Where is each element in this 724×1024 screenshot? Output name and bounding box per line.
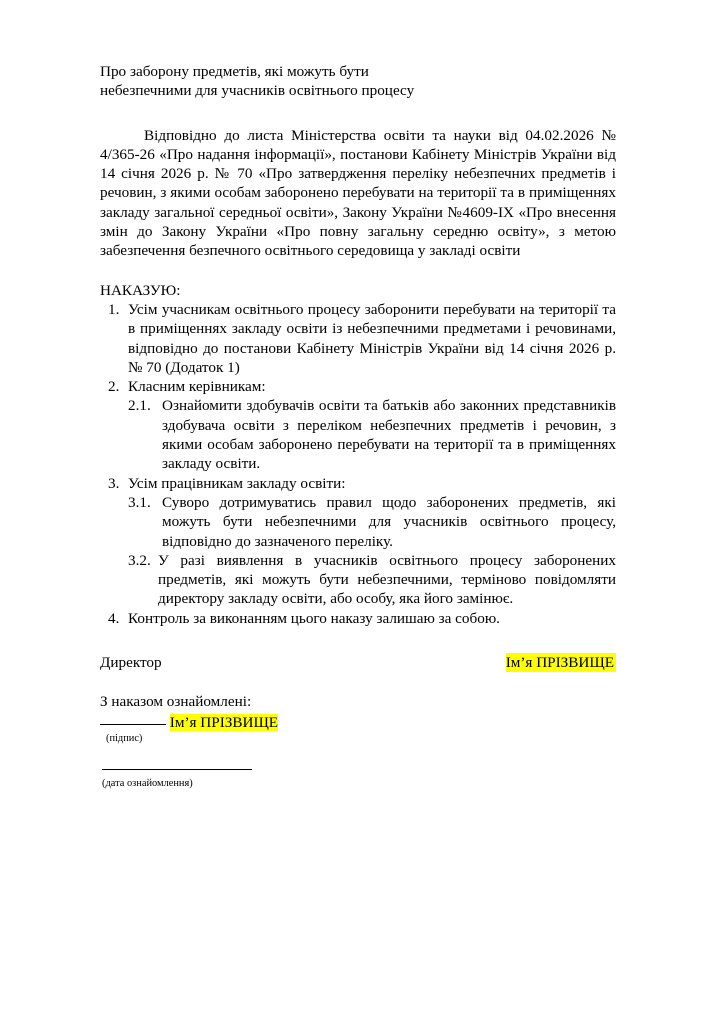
subject-heading-line-2: небезпечними для учасників освітнього процесу: [100, 82, 415, 100]
sub-list-item-marker: 3.1.: [128, 493, 151, 511]
acknowledgement-signature-line: [100, 713, 616, 732]
sub-list-item-text: Ознайомити здобувачів освіти та батьків або законних представників здобувача освіти з переліком небезпечних предметів і речовин, з якими особам заборонено перебувати на території та в приміщеннях закладу освіти.: [162, 397, 616, 473]
list-item-text: Контроль за виконанням цього наказу залишаю за собою.: [128, 609, 500, 627]
order-items-list: [100, 300, 616, 628]
signature-title: Директор: [100, 654, 162, 672]
signature-row: [100, 653, 616, 672]
sub-list-item-marker: 3.2.: [128, 551, 151, 569]
list-item: [100, 609, 616, 628]
spacer-before-order-word: [100, 261, 616, 281]
acknowledgement-date-line: [100, 759, 616, 777]
list-item-marker: 1.: [108, 300, 120, 318]
sub-list-item-text: У разі виявлення в учасників освітнього процесу заборонених предметів, які можуть бути небезпечними, терміново повідомляти директору закладу освіти, або особу, яка його замінює.: [158, 551, 616, 608]
spacer-after-heading: [100, 101, 616, 126]
signature-rule: [100, 724, 166, 725]
list-item-marker: 4.: [108, 609, 120, 627]
list-item: [100, 474, 616, 493]
sub-list-item-text: Суворо дотримуватись правил щодо заборонених предметів, які можуть бути небезпечними для учасників освітнього процесу, відповідно до зазначеного переліку.: [162, 493, 616, 550]
acknowledgement-title: З наказом ознайомлені:: [100, 693, 252, 711]
sub-list-item: [100, 396, 616, 473]
list-item: [100, 377, 616, 396]
subject-heading: [100, 62, 616, 101]
signature-name-highlighted: Ім’я ПРІЗВИЩЕ: [505, 654, 614, 672]
order-keyword: НАКАЗУЮ:: [100, 281, 181, 299]
list-item: [100, 300, 616, 377]
subject-heading-line-1: Про заборону предметів, які можуть бути: [100, 63, 369, 80]
list-item-text: Класним керівникам:: [128, 378, 266, 396]
sub-list-item: [100, 551, 616, 609]
spacer-before-signature: [100, 628, 616, 653]
date-rule: [102, 769, 252, 770]
spacer-before-acknowledgement: [100, 672, 616, 692]
sub-list-item: [100, 493, 616, 551]
preamble-paragraph: Відповідно до листа Міністерства освіти та науки від 04.02.2026 № 4/365-26 «Про надання інформації», постанови Кабінету Міністрів України від 14 січня 2026 р. № 70 «Про затвердження переліку небезпечних предметів і речовин, з якими особам заборонено перебувати на території та в приміщеннях закладу загальної середньої освіти», Закону України №4609-IX «Про внесення змін до Закону України «Про повну загальну середню освіту», з метою забезпечення безпечного освітнього середовища у закладі освіти: [100, 126, 616, 260]
date-caption: (дата ознайомлення): [102, 777, 193, 789]
list-item-text: Усім працівникам закладу освіти:: [128, 474, 346, 492]
acknowledgement-name-highlighted: Ім’я ПРІЗВИЩЕ: [169, 713, 279, 731]
list-item-text: Усім учасникам освітнього процесу заборонити перебувати на території та в приміщеннях закладу освіти із небезпечними предметами і речовинами, відповідно до постанови Кабінету Міністрів України від 14 січня 2026 р. № 70 (Додаток 1): [128, 300, 616, 376]
document-body: [100, 62, 616, 790]
signature-caption: (підпис): [106, 732, 143, 744]
list-item-marker: 2.: [108, 378, 120, 396]
list-item-marker: 3.: [108, 474, 120, 492]
sub-list-item-marker: 2.1.: [128, 397, 151, 415]
